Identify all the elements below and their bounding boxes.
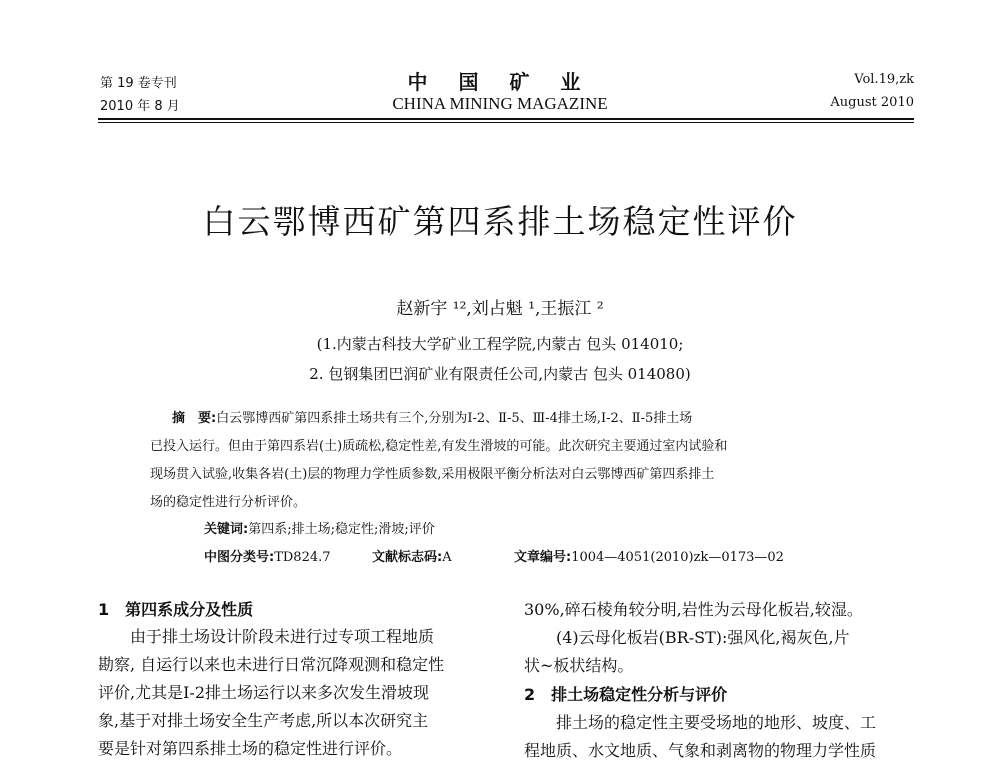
article-number — [514, 546, 784, 565]
clc-label: 中图分类号: — [204, 550, 275, 565]
keywords-label: 关键词: — [204, 522, 249, 537]
abstract-label: 摘 要: — [172, 411, 217, 426]
date-en: August 2010 — [830, 95, 914, 110]
affiliation-1: (1.内蒙古科技大学矿业工程学院,内蒙古 包头 014010; — [316, 335, 684, 353]
abstract-line: 场的稳定性进行分析评价。 — [150, 495, 307, 510]
abstract-line: 现场贯入试验,收集各岩(土)层的物理力学性质参数,采用极限平衡分析法对白云鄂博西矿第四系排土 — [150, 467, 715, 482]
body-line: 象,基于对排土场安全生产考虑,所以本次研究主 — [98, 711, 429, 730]
body-line: 程地质、水文地质、气象和剥离物的物理力学性质 — [524, 741, 877, 760]
clc-value: TD824.7 — [274, 550, 331, 565]
article-label: 文章编号: — [514, 550, 572, 565]
body-line: 排土场的稳定性主要受场地的地形、坡度、工 — [524, 713, 877, 732]
keywords-value: 第四系;排土场;稳定性;滑坡;评价 — [248, 522, 435, 537]
document-code — [372, 546, 452, 565]
abstract-line: 白云鄂博西矿第四系排土场共有三个,分别为Ⅰ-2、Ⅱ-5、Ⅲ-4排土场,Ⅰ-2、Ⅱ-5排土场 — [216, 411, 693, 426]
doc-value: A — [442, 550, 452, 565]
paper-title: 白云鄂博西矿第四系排土场稳定性评价 — [202, 202, 798, 241]
body-line: 30%,碎石棱角较分明,岩性为云母化板岩,较湿。 — [524, 600, 863, 619]
header-rule-thick — [98, 118, 914, 120]
body-line: 要是针对第四系排土场的稳定性进行评价。 — [98, 739, 403, 758]
body-line: 由于排土场设计阶段未进行过专项工程地质 — [98, 627, 435, 646]
journal-title-cn: 中 国 矿 业 — [407, 70, 593, 94]
section-2-heading: 2 排土场稳定性分析与评价 — [524, 685, 728, 704]
body-line: (4)云母化板岩(BR-ST):强风化,褐灰色,片 — [524, 628, 850, 647]
issue-date: 2010 年 8 月 — [100, 99, 180, 114]
abstract — [172, 407, 692, 426]
classification-number — [204, 546, 331, 565]
body-line: 状~板状结构。 — [524, 656, 634, 675]
body-line: 评价,尤其是Ⅰ-2排土场运行以来多次发生滑坡现 — [98, 683, 429, 702]
authors: 赵新宇 ¹²,刘占魁 ¹,王振江 ² — [396, 299, 604, 319]
affiliation-2: 2. 包钢集团巴润矿业有限责任公司,内蒙古 包头 014080) — [309, 365, 691, 383]
header-rule-thin — [98, 122, 914, 123]
abstract-line: 已投入运行。但由于第四系岩(土)质疏松,稳定性差,有发生滑坡的可能。此次研究主要通过室内试验和 — [150, 439, 728, 454]
volume-issue: 第 19 卷专刊 — [100, 76, 177, 91]
volume-en: Vol.19,zk — [854, 72, 914, 87]
section-1-heading: 1 第四系成分及性质 — [98, 600, 254, 619]
keywords — [204, 518, 435, 537]
body-line: 勘察, 自运行以来也未进行日常沉降观测和稳定性 — [98, 655, 445, 674]
doc-label: 文献标志码: — [372, 550, 443, 565]
article-value: 1004—4051(2010)zk—0173—02 — [571, 550, 784, 565]
journal-title-en: CHINA MINING MAGAZINE — [392, 94, 608, 113]
